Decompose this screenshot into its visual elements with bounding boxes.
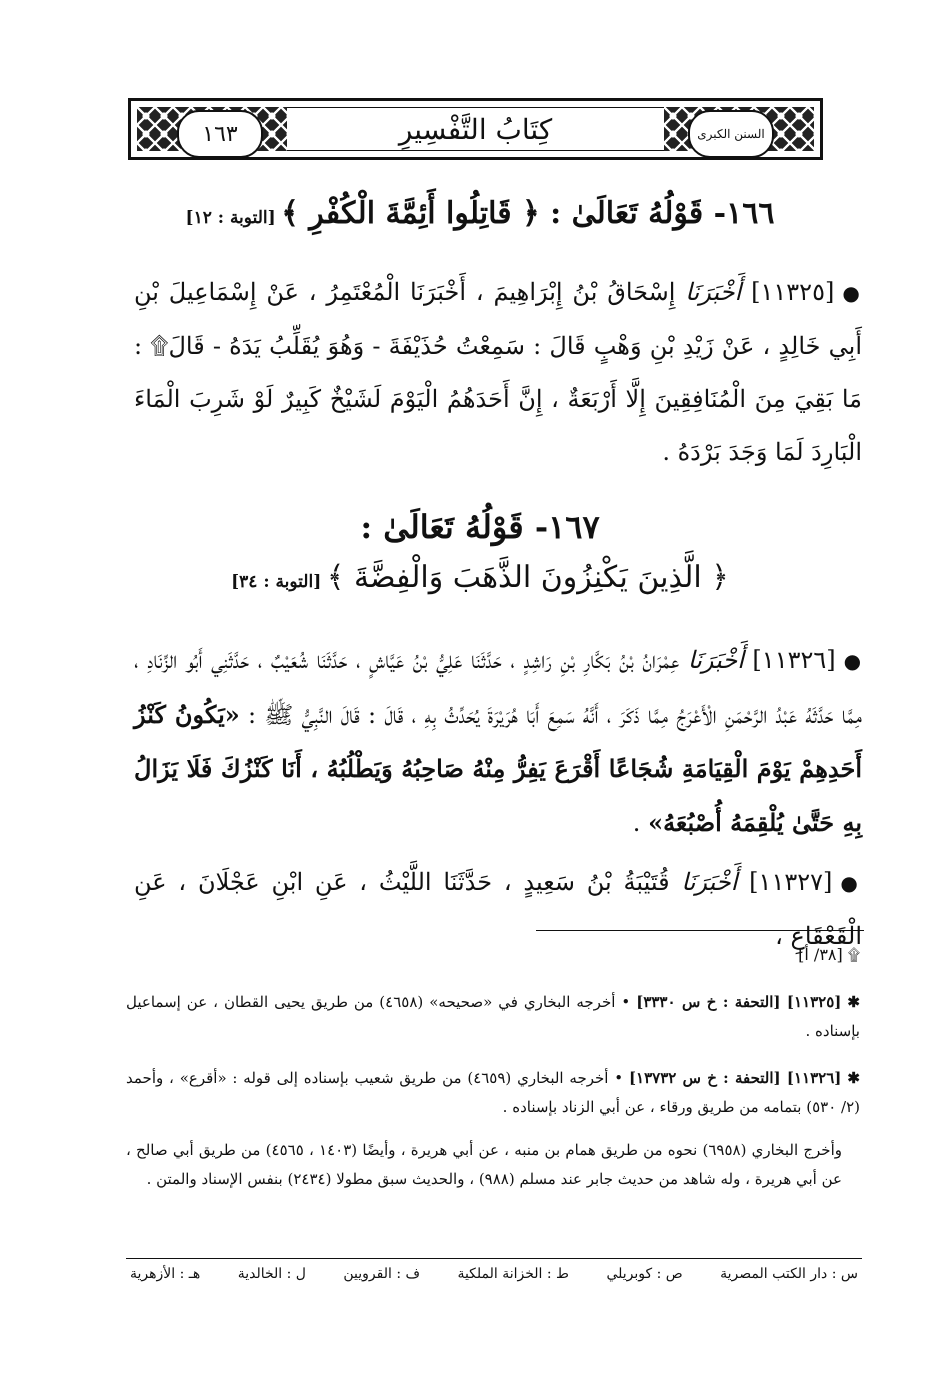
- section-166-heading: [140, 196, 820, 231]
- abbrev-item: ص : كوبريلي: [606, 1266, 683, 1282]
- hadith-11325: [134, 266, 862, 479]
- hadith-matn: «يَكُونُ كَنْزُ أَحَدِهِمْ يَوْمَ الْقِيَامَةِ شُجَاعًا أَقْرَعَ يَفِرُّ مِنْهُ صَاحِبُهُ وَيَطْلُبُهُ ، أَنَا كَنْزُكَ فَلَا يَزَالُ بِهِ حَتَّىٰ يُلْقِمَهُ أُصْبُعَهُ»: [134, 700, 862, 837]
- manuscript-abbreviations: [126, 1266, 862, 1292]
- akhbarana-label: أَخْبَرَنَا: [681, 868, 738, 896]
- section-167-title: ١٦٧- قَوْلُهُ تَعَالَىٰ :: [360, 508, 600, 546]
- chapter-title: كِتَابُ التَّفْسِيرِ: [398, 112, 553, 146]
- star-icon: ✱: [847, 993, 860, 1011]
- bullet-icon: ●: [842, 281, 862, 305]
- hadith-number: [١١٣٢٦]: [752, 646, 836, 674]
- hadith-end: .: [632, 809, 649, 837]
- footnote-11326-continued: [126, 1136, 860, 1194]
- section-167-verse: ﴿ الَّذِينَ يَكْنِزُونَ الذَّهَبَ وَالْفِضَّةَ ﴾: [326, 560, 729, 595]
- ornament-left: [137, 107, 287, 151]
- footnote-11325: [126, 988, 860, 1046]
- hadith-number: [١١٣٢٧]: [749, 868, 833, 896]
- footnote-separator: [536, 930, 864, 931]
- section-167-ref: [التوبة : ٣٤]: [231, 572, 322, 592]
- abbrev-item: هـ : الأزهرية: [130, 1266, 201, 1282]
- section-167-verse-line: [140, 560, 820, 595]
- manuscript-marker: ۩ [٣٨/ أ]: [798, 945, 860, 964]
- footnote-text: • أخرجه البخاري (٤٦٥٩) من طريق شعيب بإسناده إلى قوله : «أقرع» ، وأحمد (٢/ ٥٣٠) بتمامه من طريق ورقاء ، عن أبي الزناد بإسناده .: [126, 1069, 860, 1116]
- footnote-11326: [126, 1064, 860, 1122]
- section-166-ref: [التوبة : ١٢]: [185, 208, 276, 228]
- ornament-right: [664, 107, 814, 151]
- hadith-number: [١١٣٢٥]: [751, 278, 835, 306]
- abbrev-item: س : دار الكتب المصرية: [720, 1266, 858, 1282]
- bullet-icon: ●: [840, 871, 862, 895]
- akhbarana-label: أَخْبَرَنَا: [685, 278, 742, 306]
- hadith-11326: [134, 634, 862, 850]
- footnote-ref: [١١٣٢٥] [التحفة : خ س ٣٣٣٠]: [636, 993, 842, 1011]
- section-167-heading: [140, 508, 820, 546]
- footnote-ref: [١١٣٢٦] [التحفة : خ س ١٣٧٣٢]: [628, 1069, 842, 1087]
- book-logo: السنن الكبرى: [688, 110, 774, 158]
- page-number: ١٦٣: [177, 110, 263, 158]
- akhbarana-label: أَخْبَرَنَا: [687, 646, 744, 674]
- abbrev-item: ط : الخزانة الملكية: [457, 1266, 570, 1282]
- hadith-text: عِمْرَانُ بْنُ بَكَّارِ بْنِ رَاشِدٍ ، حَدَّثَنَا عَلِيُّ بْنُ عَيَّاشٍ ، حَدَّثَنَا شُعَيْبٌ ، حَدَّثَنِي أَبُو الزِّنَادِ ، مِمَّا حَدَّثَهُ عَبْدُ الرَّحْمَنِ الْأَعْرَجُ مِمَّا ذَكَرَ ، أَنَّهُ سَمِعَ أَبَا هُرَيْرَةَ يُحَدِّثُ بِهِ ، قَالَ : قَالَ النَّبِيُّ ﷺ :: [134, 646, 862, 729]
- footnote-text-more: وأخرج البخاري (٦٩٥٨) نحوه من طريق همام بن منبه ، عن أبي هريرة ، وأيضًا (١٤٠٣ ، ٤٥٦٥) من طريق أبي صالح ، عن أبي هريرة ، وله شاهد من حديث جابر عند مسلم (٩٨٨) ، والحديث سبق مطولا (٢٤٣٤) بنفس الإسناد والمتن .: [126, 1141, 842, 1188]
- footnote-text: • أخرجه البخاري في «صحيحه» (٤٦٥٨) من طريق يحيى القطان ، عن إسماعيل بإسناده .: [126, 993, 860, 1040]
- star-icon: ✱: [847, 1069, 860, 1087]
- abbrev-item: ل : الخالدية: [237, 1266, 306, 1282]
- hadith-text: إِسْحَاقُ بْنُ إِبْرَاهِيمَ ، أَخْبَرَنَا الْمُعْتَمِرُ ، عَنْ إِسْمَاعِيلَ بْنِ أَبِي خَالِدٍ ، عَنْ زَيْدِ بْنِ وَهْبٍ قَالَ : سَمِعْتُ حُذَيْفَةَ - وَهُوَ يُقَلِّبُ يَدَهُ - قَالَ۩ : مَا بَقِيَ مِنَ الْمُنَافِقِينَ إِلَّا أَرْبَعَةٌ ، إِنَّ أَحَدَهُمُ الْيَوْمَ لَشَيْخٌ كَبِيرٌ لَوْ شَرِبَ الْمَاءَ الْبَارِدَ لَمَا وَجَدَ بَرْدَهُ .: [134, 278, 862, 466]
- page-header: [128, 98, 823, 160]
- abbreviations-separator: [126, 1258, 862, 1259]
- bullet-icon: ●: [843, 649, 862, 673]
- section-166-title: ١٦٦- قَوْلُهُ تَعَالَىٰ : ﴿ قَاتِلُوا أَئِمَّةَ الْكُفْرِ ﴾: [281, 196, 775, 231]
- hadith-text: قُتَيْبَةُ بْنُ سَعِيدٍ ، حَدَّثَنَا اللَّيْثُ ، عَنِ ابْنِ عَجْلَانَ ، عَنِ الْقَعْقَاعِ ،: [134, 868, 862, 950]
- abbrev-item: ف : القرويين: [343, 1266, 421, 1282]
